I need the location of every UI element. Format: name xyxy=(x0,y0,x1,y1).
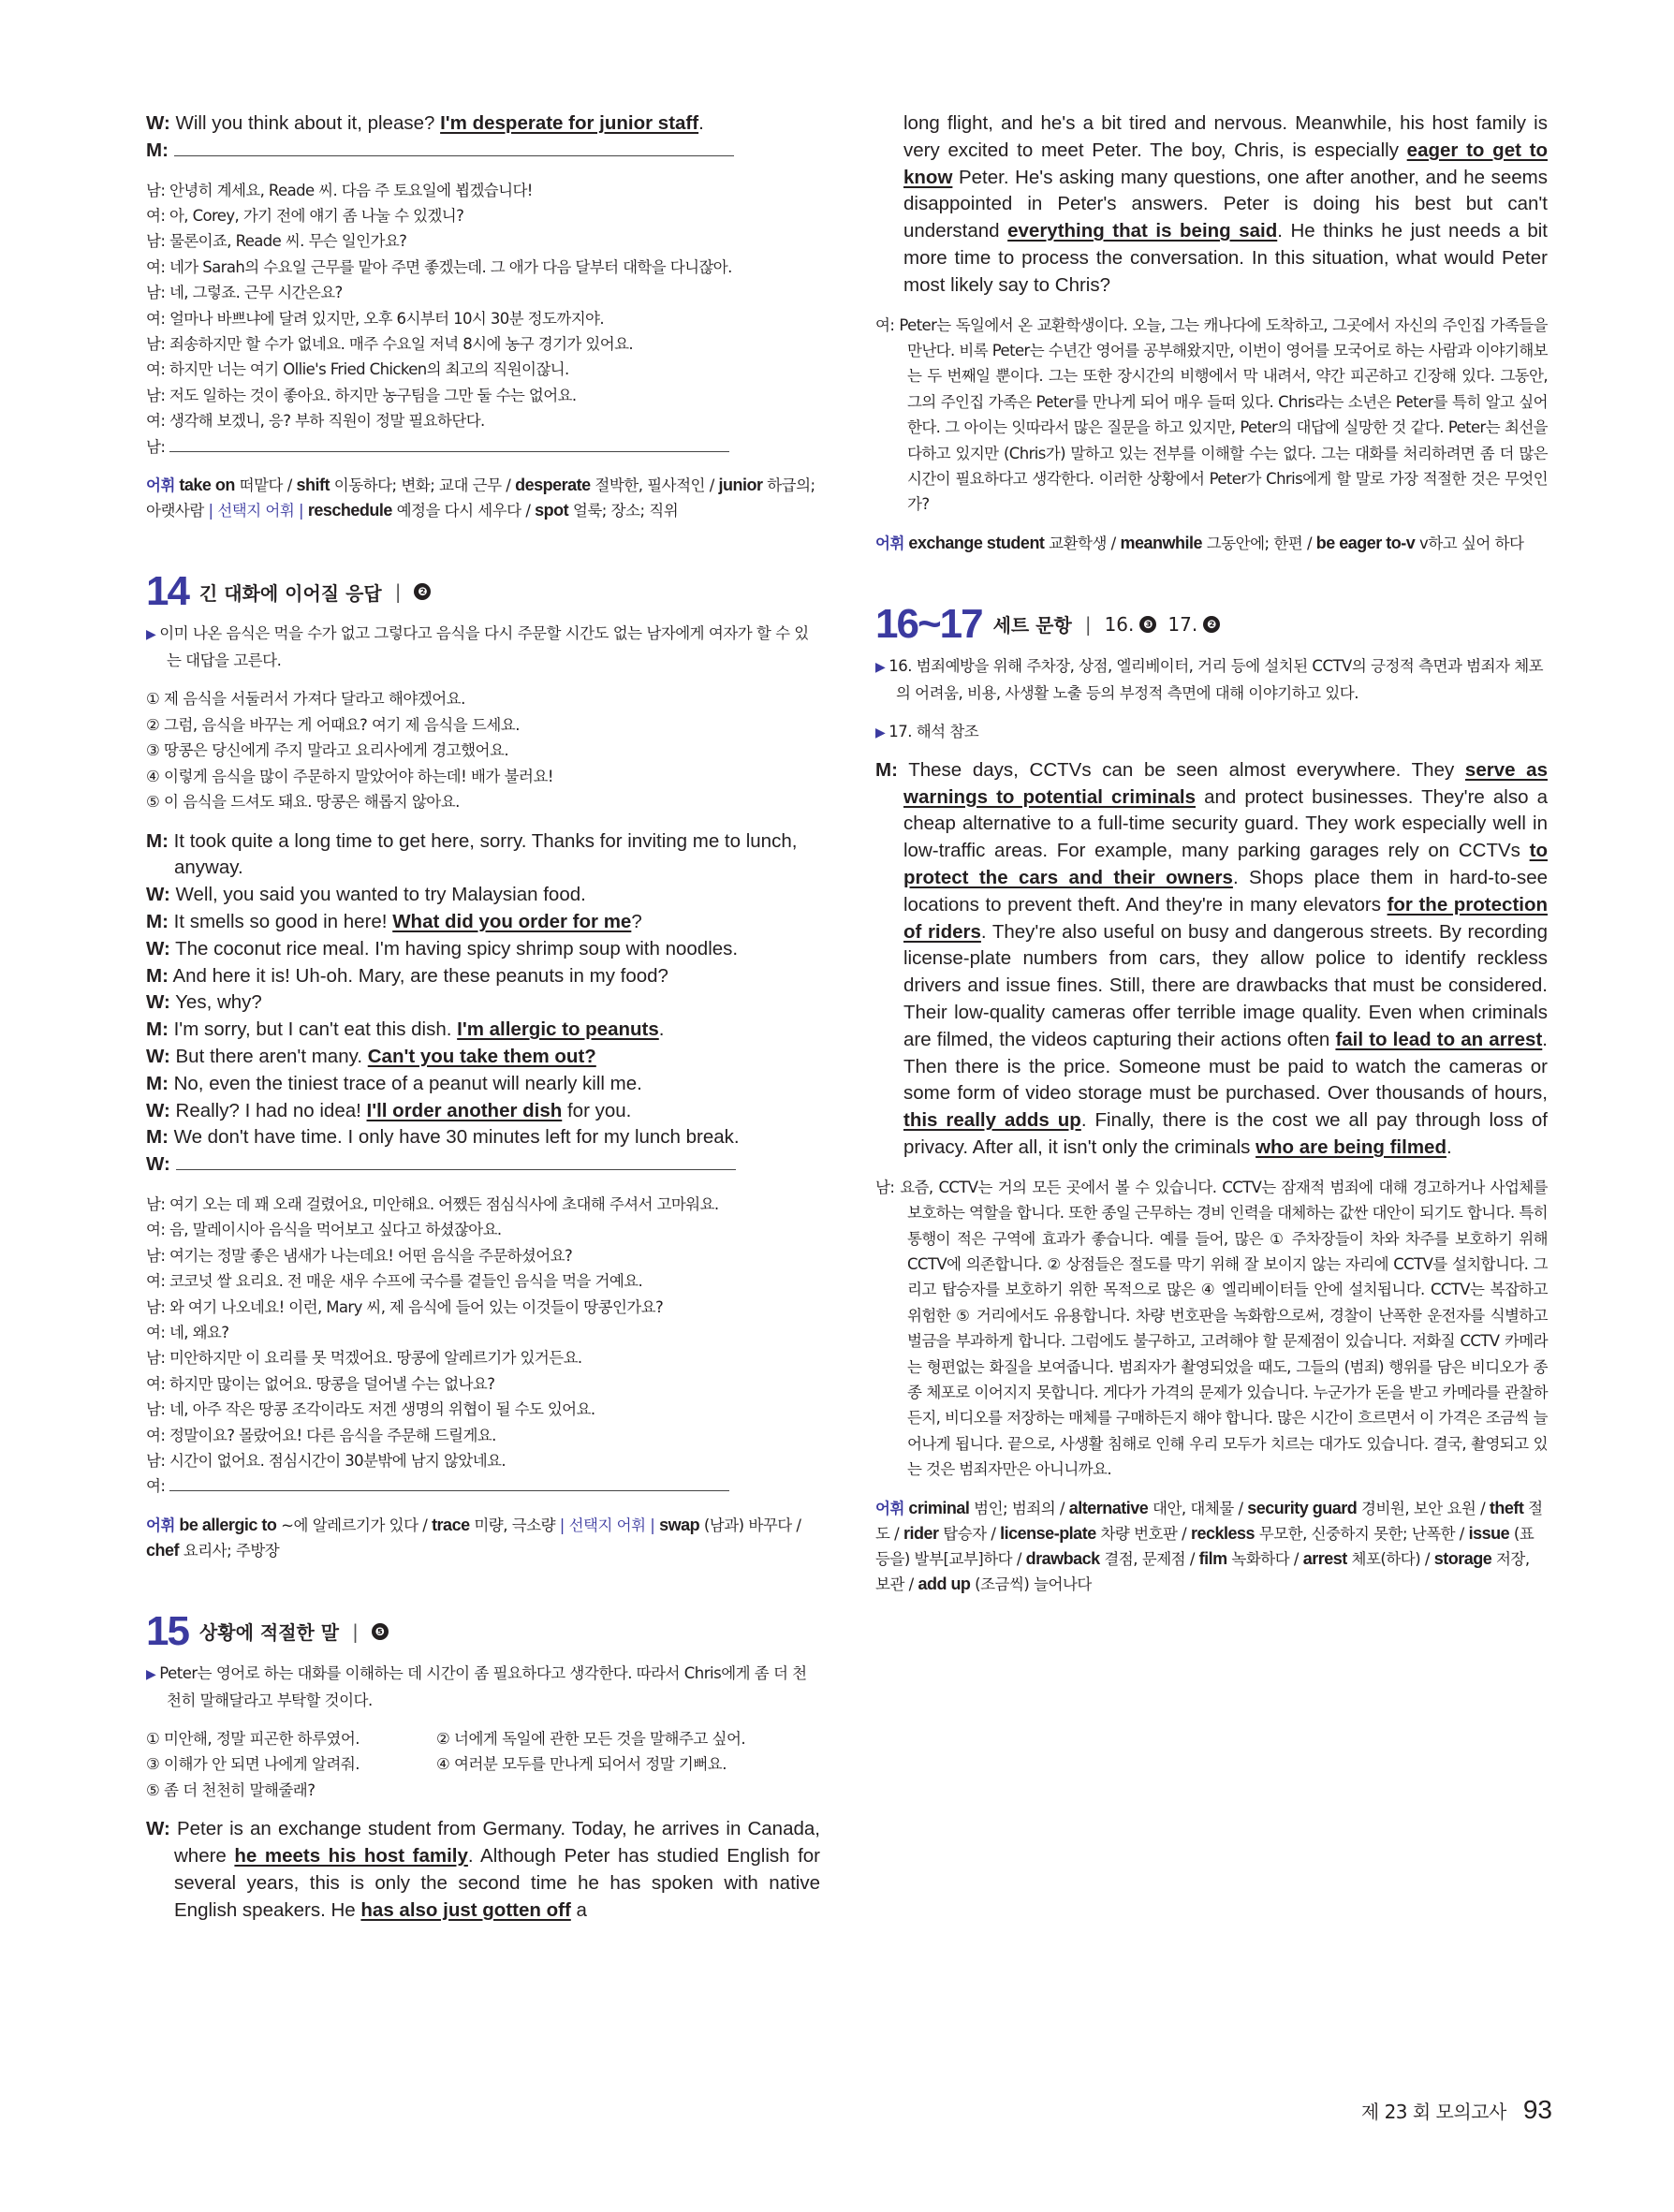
triangle-bullet-icon: ▶ xyxy=(875,725,889,740)
key-phrase: this really adds up xyxy=(903,1109,1081,1132)
vocabulary-tag: 어휘 xyxy=(875,534,904,552)
vocab-term: meanwhile xyxy=(1120,533,1203,552)
q13-korean-translation xyxy=(146,178,820,460)
dialogue-line xyxy=(146,882,820,909)
text-segment: I'm sorry, but I can't eat this dish. xyxy=(168,1018,458,1041)
korean-line: 여: 아, Corey, 가기 전에 얘기 좀 나눌 수 있겠니? xyxy=(146,207,464,225)
q14-point-text: 이미 나온 음식은 먹을 수가 없고 그렇다고 음식을 다시 주문할 시간도 없는 남자에게 여자가 할 수 있는 대답을 고른다. xyxy=(159,624,809,670)
korean-line: 남: 여기는 정말 좋은 냄새가 나는데요! 어떤 음식을 주문하셨어요? xyxy=(146,1246,573,1265)
vocabulary-tag: 어휘 xyxy=(875,1499,904,1517)
answer-blank xyxy=(176,1152,736,1170)
text-segment: Really? I had no idea! xyxy=(169,1099,367,1121)
vocab-term: film xyxy=(1198,1548,1227,1568)
dialogue-line xyxy=(146,936,820,963)
vocab-term: security guard xyxy=(1247,1498,1358,1517)
dialogue-line xyxy=(146,110,820,138)
q16-17-korean-translation: 남: 요즘, CCTV는 거의 모든 곳에서 볼 수 있습니다. CCTV는 잠재적 범죄에 대해 경고하거나 사업체를 보호하는 역할을 합니다. 또한 종일 근무하는 경비 인력을 대체하는 값싼 대안이 되기도 합니다. 특히 통행이 적은 구역에 효과가 좋습니다. 예를 들어, 많은 ① 주차장들이 차와 차주를 보호하기 위해 CCTV에 의존합니다. ② 상점들은 절도를 막기 위해 잘 보이지 않는 자리에 CCTV를 설치합니다. 그리고 탑승자를 보호하기 위한 목적으로 많은 ④ 엘리베이터들 안에 설치됩니다. CCTV는 복잡하고 위험한 ⑤ 거리에서도 유용합니다. 차량 번호판을 녹화함으로써, 경찰이 난폭한 운전자를 식별하고 벌금을 부과하게 합니다. 그럼에도 불구하고, 고려해야 할 문제점이 있습니다. 저화질 CCTV 카메라는 형편없는 화질을 보여줍니다. 범죄자가 촬영되었을 때도, 그들의 (범죄) 행위를 담은 비디오가 종종 체포로 이어지지 못합니다. 게다가 가격의 문제가 있습니다. 누군가가 돈을 받고 카메라를 관찰하든지, 비디오를 저장하는 매체를 구매하든지 해야 합니다. 많은 시간이 흐르면서 이 가격은 조금씩 늘어나게 됩니다. 끝으로, 사생활 침해로 인해 우리 모두가 치르는 대가도 있습니다. 결국, 촬영되고 있는 것은 범죄자만은 아니니까요. xyxy=(875,1178,1548,1479)
text-segment: Well, you said you wanted to try Malaysian food. xyxy=(169,884,586,906)
answer-option: ③ 이해가 안 되면 나에게 알려줘. xyxy=(146,1755,360,1774)
speaker-label: M: xyxy=(146,964,169,987)
q14-dialogue xyxy=(146,828,820,1179)
vocab-meaning: 저장, 보관 / xyxy=(875,1549,1530,1593)
key-phrase: for the protection of riders xyxy=(903,893,1549,943)
q14-header xyxy=(146,568,820,615)
answer-option: ④ 여러분 모두를 만나게 되어서 정말 기뻐요. xyxy=(436,1755,727,1774)
vocab-term: junior xyxy=(718,476,763,495)
divider: | xyxy=(352,1619,359,1643)
korean-line: 남: 죄송하지만 할 수가 없네요. 매주 수요일 저녁 8시에 농구 경기가 있어요. xyxy=(146,335,634,354)
vocab-meaning: 결점, 문제점 / xyxy=(1099,1549,1199,1568)
text-segment: The coconut rice meal. I'm having spicy shrimp soup with noodles. xyxy=(169,937,739,960)
q16-point xyxy=(875,653,1548,706)
text-segment: . Then there is the price. Someone must be paid to watch the cameras or some form of video storage must be purchased. Over thousands of hours, xyxy=(903,1028,1548,1105)
dialogue-line xyxy=(146,1044,820,1071)
answer-option: ⑤ 좀 더 천천히 말해줄래? xyxy=(146,1780,316,1799)
key-phrase: who are being filmed xyxy=(1256,1135,1446,1158)
q15-title: 상황에 적절한 말 xyxy=(198,1621,340,1645)
text-segment: These days, CCTVs can be seen almost everywhere. They xyxy=(897,758,1465,781)
divider: | xyxy=(394,580,402,604)
answer-blank xyxy=(174,139,734,156)
q14-title: 긴 대화에 이어질 응답 xyxy=(198,581,382,605)
vocab-term: reschedule xyxy=(307,501,392,520)
speaker-label: W: xyxy=(146,1818,170,1840)
q16-17-vocabulary xyxy=(875,1496,1548,1597)
text-segment: Peter. He's asking many questions, one after another, and he seems disappointed in Peter's answers. Peter is doing his best but can't understand xyxy=(903,166,1548,242)
vocab-term: rider xyxy=(903,1523,939,1543)
vocab-meaning: 절도 / xyxy=(875,1499,1543,1543)
q16-point-text: 16. 범죄예방을 위해 주차장, 상점, 엘리베이터, 거리 등에 설치된 CCTV의 긍정적 측면과 범죄자 체포의 어려움, 비용, 사생활 노출 등의 부정적 측면에 대해 이야기하고 있다. xyxy=(888,656,1544,702)
text-segment: Will you think about it, please? xyxy=(169,112,441,134)
q16-answer-badge: ❸ xyxy=(1139,616,1156,633)
answer-option: ① 제 음식을 서둘러서 가져다 달라고 해야겠어요. xyxy=(146,690,465,709)
speaker-label: M: xyxy=(146,139,169,161)
vocab-meaning: 예정을 다시 세우다 / xyxy=(391,502,536,520)
divider: | xyxy=(1084,612,1092,636)
q15-point xyxy=(146,1661,820,1713)
vocabulary-tag: 어휘 xyxy=(146,476,175,495)
text-segment: for you. xyxy=(562,1099,632,1121)
text-segment: . xyxy=(698,112,704,134)
korean-line: 여: 네가 Sarah의 수요일 근무를 맡아 주면 좋겠는데. 그 애가 다음 달부터 대학을 다니잖아. xyxy=(146,257,732,276)
dialogue-line xyxy=(146,1017,820,1044)
vocab-meaning: 탑승자 / xyxy=(938,1524,1001,1543)
vocab-term: shift xyxy=(296,476,330,495)
vocab-meaning: 대안, 대체물 / xyxy=(1148,1499,1248,1517)
q16-label: 16. xyxy=(1104,612,1135,636)
q14-number: 14 xyxy=(146,568,188,615)
speaker-label: W: xyxy=(146,884,170,906)
speaker-label: M: xyxy=(146,910,169,932)
vocab-term: spot xyxy=(535,501,569,520)
answer-blank xyxy=(169,434,729,452)
vocab-term: be eager to-v xyxy=(1315,533,1416,552)
korean-line: 남: 여기 오는 데 꽤 오래 걸렸어요, 미안해요. 어쨌든 점심식사에 초대해 주셔서 고마워요. xyxy=(146,1194,719,1213)
q17-answer-badge: ❷ xyxy=(1203,616,1220,633)
vocab-term: be allergic to xyxy=(174,1515,277,1534)
vocab-term: drawback xyxy=(1025,1548,1100,1568)
q15-answer-badge: ❺ xyxy=(372,1623,389,1640)
speaker-label: M: xyxy=(146,1126,169,1149)
text-segment: We don't have time. I only have 30 minutes left for my lunch break. xyxy=(168,1126,740,1149)
vocab-meaning: 요리사; 주방장 xyxy=(179,1541,280,1560)
dialogue-line xyxy=(146,138,820,165)
speaker-label: M: xyxy=(146,1018,169,1041)
vocab-meaning: 하급의; 아랫사람 xyxy=(146,476,815,520)
dialogue-line xyxy=(146,963,820,990)
q17-point xyxy=(875,719,1548,746)
speaker-label: W: xyxy=(146,1099,170,1121)
key-phrase: has also just gotten off xyxy=(360,1898,571,1921)
q17-point-text: 17. 해석 참조 xyxy=(888,722,979,740)
key-phrase: I'm desperate for junior staff xyxy=(440,112,699,134)
korean-line: 여: 정말이요? 몰랐어요! 다른 음식을 주문해 드릴게요. xyxy=(146,1426,496,1444)
korean-line: 남: 네, 그렇죠. 근무 시간은요? xyxy=(146,284,343,302)
text-segment: . xyxy=(658,1018,665,1041)
answer-option: ④ 이렇게 음식을 많이 주문하지 말았어야 하는데! 배가 불러요! xyxy=(146,767,554,785)
korean-line: 남: 저도 일하는 것이 좋아요. 하지만 농구팀을 그만 둘 수는 없어요. xyxy=(146,386,577,404)
vocab-term: add up xyxy=(918,1574,971,1593)
key-phrase: fail to lead to an arrest xyxy=(1335,1028,1543,1050)
q13-vocabulary xyxy=(146,473,820,523)
key-phrase: eager to get to know xyxy=(903,139,1548,188)
dialogue-line xyxy=(146,1098,820,1125)
q13-dialogue-tail xyxy=(146,110,820,165)
text-segment: It took quite a long time to get here, sorry. Thanks for inviting me to lunch, anyway. xyxy=(168,829,798,879)
vocab-term: exchange student xyxy=(903,533,1045,552)
key-phrase: he meets his host family xyxy=(234,1845,468,1868)
q15-vocabulary xyxy=(875,531,1548,556)
q14-korean-translation xyxy=(146,1192,820,1500)
q15-monologue xyxy=(146,1816,820,1924)
vocab-meaning: 그동안에; 한편 / xyxy=(1202,534,1316,552)
vocab-meaning: 떠맡다 / xyxy=(234,476,297,495)
text-segment: . Finally, there is the cost we all pay through loss of privacy. After all, it isn't only the criminals xyxy=(903,1109,1549,1158)
vocab-meaning: (표 등을) 발부[교부]하다 / xyxy=(875,1524,1534,1568)
answer-option: ⑤ 이 음식을 드셔도 돼요. 땅콩은 해롭지 않아요. xyxy=(146,793,460,812)
q15-monologue-continued xyxy=(875,110,1548,300)
text-segment: long flight, and he's a bit tired and nervous. Meanwhile, his host family is very excited to meet Peter. The boy, Chris, is especially xyxy=(903,112,1548,161)
speaker-label: W: xyxy=(146,991,170,1014)
vocab-term: reckless xyxy=(1190,1523,1256,1543)
vocab-term: criminal xyxy=(903,1498,970,1517)
text-segment: But there aren't many. xyxy=(169,1045,368,1067)
text-segment: . xyxy=(1446,1135,1452,1158)
triangle-bullet-icon: ▶ xyxy=(146,627,160,643)
vocab-meaning: 범인; 범죄의 / xyxy=(969,1499,1069,1517)
q17-label: 17. xyxy=(1167,612,1198,636)
dialogue-line xyxy=(146,1071,820,1098)
speaker-label: M: xyxy=(146,1072,169,1094)
vocab-term: take on xyxy=(174,476,235,495)
korean-line: 여: 네, 왜요? xyxy=(146,1323,229,1341)
dialogue-line xyxy=(146,1151,820,1179)
answer-option: ② 그럼, 음식을 바꾸는 게 어때요? 여기 제 음식을 드세요. xyxy=(146,715,520,734)
korean-line: 남: 물론이죠, Reade 씨. 무슨 일인가요? xyxy=(146,232,407,251)
text-segment: And here it is! Uh-oh. Mary, are these peanuts in my food? xyxy=(168,964,668,987)
exam-label: 제 23 회 모의고사 xyxy=(1360,2101,1506,2123)
korean-line: 여: 하지만 너는 여기 Ollie's Fried Chicken의 최고의 직원이잖니. xyxy=(146,360,569,379)
key-phrase: serve as warnings to potential criminals xyxy=(903,758,1548,808)
vocab-term: chef xyxy=(146,1540,180,1560)
text-segment: Peter is an exchange student from Germany. Today, he arrives in Canada, where xyxy=(169,1818,820,1868)
korean-line: 여: 얼마나 바쁘냐에 달려 있지만, 오후 6시부터 10시 30분 정도까지야. xyxy=(146,309,605,328)
answer-option: ② 너에게 독일에 관한 모든 것을 말해주고 싶어. xyxy=(436,1729,746,1748)
vocab-term: storage xyxy=(1433,1548,1492,1568)
text-segment: No, even the tiniest trace of a peanut will nearly kill me. xyxy=(168,1072,642,1094)
q16-17-header xyxy=(875,601,1548,648)
vocab-term: swap xyxy=(659,1515,700,1534)
choice-vocab-label: | 선택지 어휘 | xyxy=(208,502,308,520)
triangle-bullet-icon: ▶ xyxy=(875,659,889,675)
key-phrase: What did you order for me xyxy=(392,910,632,932)
text-segment: . He thinks he just needs a bit more time to process the conversation. In this situation, what would Peter most likely say to Chris? xyxy=(903,220,1548,296)
speaker-label: W: xyxy=(146,1045,170,1067)
text-segment: It smells so good in here! xyxy=(168,910,393,932)
vocab-meaning: 무모한, 신중하지 못한; 난폭한 / xyxy=(1255,1524,1469,1543)
korean-line: 남: 안녕히 계세요, Reade 씨. 다음 주 토요일에 뵙겠습니다! xyxy=(146,181,533,199)
answer-blank xyxy=(169,1473,729,1491)
vocab-meaning: v하고 싶어 하다 xyxy=(1415,534,1524,552)
vocab-term: license-plate xyxy=(1000,1523,1096,1543)
vocab-meaning: 교환학생 / xyxy=(1044,534,1121,552)
speaker-label: M: xyxy=(875,758,898,781)
dialogue-line xyxy=(146,828,820,883)
text-segment: . Although Peter has studied English for several years, this is only the second time he has spoken with native English speakers. He xyxy=(174,1845,821,1921)
text-segment: and protect businesses. They're also a cheap alternative to a full-time security guard. They work especially well in low-traffic areas. For example, many parking garages rely on CCTVs xyxy=(903,785,1548,862)
vocab-meaning: 얼룩; 장소; 직위 xyxy=(568,502,679,520)
vocab-meaning: 녹화하다 / xyxy=(1226,1549,1303,1568)
q14-options xyxy=(146,686,820,815)
triangle-bullet-icon: ▶ xyxy=(146,1666,160,1682)
vocab-meaning: 절박한, 필사적인 / xyxy=(590,476,719,495)
vocab-meaning: 차량 번호판 / xyxy=(1095,1524,1191,1543)
dialogue-line xyxy=(146,909,820,936)
korean-line: 남: 미안하지만 이 요리를 못 먹겠어요. 땅콩에 알레르기가 있거든요. xyxy=(146,1349,582,1368)
q14-point xyxy=(146,621,820,673)
q16-17-monologue xyxy=(875,757,1548,1162)
vocab-term: alternative xyxy=(1068,1498,1149,1517)
key-phrase: everything that is being said xyxy=(1007,220,1278,242)
vocabulary-tag: 어휘 xyxy=(146,1516,175,1534)
dialogue-line xyxy=(146,1124,820,1151)
answer-option: ① 미안해, 정말 피곤한 하루였어. xyxy=(146,1729,360,1748)
korean-line: 남: 시간이 없어요. 점심시간이 30분밖에 남지 않았네요. xyxy=(146,1451,507,1470)
vocab-meaning: 체포(하다) / xyxy=(1346,1549,1434,1568)
text-segment: Yes, why? xyxy=(169,991,262,1014)
key-phrase: to protect the cars and their owners xyxy=(903,840,1548,889)
vocab-term: trace xyxy=(432,1515,470,1534)
vocab-term: issue xyxy=(1468,1523,1510,1543)
text-segment: a xyxy=(570,1898,587,1921)
q14-answer-badge: ❷ xyxy=(414,583,431,600)
vocab-term: theft xyxy=(1489,1498,1524,1517)
q15-header xyxy=(146,1608,820,1655)
text-segment: ? xyxy=(631,910,642,932)
korean-line: 여: 코코넛 쌀 요리요. 전 매운 새우 수프에 국수를 곁들인 음식을 먹을 거예요. xyxy=(146,1272,643,1291)
vocab-meaning: 미량, 극소량 xyxy=(469,1516,560,1534)
korean-line: 여: 하지만 많이는 없어요. 땅콩을 덜어낼 수는 없나요? xyxy=(146,1374,495,1393)
speaker-label: W: xyxy=(146,112,170,134)
vocab-meaning: 경비원, 보안 요원 / xyxy=(1357,1499,1490,1517)
q16-17-title: 세트 문항 xyxy=(992,614,1072,637)
vocab-meaning: (조금씩) 늘어나다 xyxy=(970,1575,1092,1593)
speaker-label: W: xyxy=(146,1153,170,1176)
vocab-term: arrest xyxy=(1302,1548,1347,1568)
key-phrase: Can't you take them out? xyxy=(367,1045,596,1067)
q14-vocabulary xyxy=(146,1513,820,1563)
vocab-term: desperate xyxy=(515,476,591,495)
dialogue-line xyxy=(146,989,820,1017)
q15-options xyxy=(146,1726,820,1804)
text-segment: . Shops place them in hard-to-see locations to prevent theft. And they're in many elevators xyxy=(903,867,1549,916)
korean-line: 여: 생각해 보겠니, 응? 부하 직원이 정말 필요하단다. xyxy=(146,412,485,431)
korean-line: 여: 음, 말레이시아 음식을 먹어보고 싶다고 하셨잖아요. xyxy=(146,1221,502,1239)
q15-number: 15 xyxy=(146,1607,188,1654)
korean-line: 남: 네, 아주 작은 땅콩 조각이라도 저겐 생명의 위협이 될 수도 있어요. xyxy=(146,1400,595,1419)
vocab-meaning: ~에 알레르기가 있다 / xyxy=(276,1516,433,1534)
key-phrase: I'll order another dish xyxy=(366,1099,563,1121)
right-column xyxy=(875,110,1548,1597)
vocab-meaning: 이동하다; 변화; 교대 근무 / xyxy=(330,476,516,495)
key-phrase: I'm allergic to peanuts xyxy=(457,1018,659,1041)
korean-line: 여: xyxy=(146,1473,820,1499)
page-footer xyxy=(1361,2095,1552,2125)
speaker-label: W: xyxy=(146,937,170,960)
q15-korean-translation: 여: Peter는 독일에서 온 교환학생이다. 오늘, 그는 캐나다에 도착하고, 그곳에서 자신의 주인집 가족들을 만난다. 비록 Peter는 수년간 영어를 공부해왔지만, 이번이 영어를 모국어로 하는 사람과 이야기해보는 두 번째일 뿐이다. 그는 또한 장시간의 비행에서 막 내려서, 약간 피곤하고 긴장해 있다. 그동안, 그의 주인집 가족은 Peter를 만나게 되어 매우 들떠 있다. Chris라는 소년은 Peter를 특히 알고 싶어 한다. 그 아이는 잇따라서 많은 질문을 하고 있지만, Peter의 대답에 실망한 것 같다. Peter는 최선을 다하고 있지만 (Chris가) 말하고 있는 전부를 이해할 수는 없다. 그는 대화를 처리하려면 좀 더 많은 시간이 필요하다고 생각한다. 이러한 상황에서 Peter가 Chris에게 할 말로 가장 적절한 것은 무엇인가? xyxy=(875,315,1548,514)
choice-vocab-label: | 선택지 어휘 | xyxy=(559,1516,660,1534)
korean-line: 남: xyxy=(146,434,820,460)
text-segment: . They're also useful on busy and dangerous streets. By recording license-plate numbers from cars, they allow police to identify reckless drivers and issue fines. Still, there are drawbacks that must be considered. Their low-quality cameras offer terrible image quality. Even when criminals are filmed, the videos capturing their actions often xyxy=(903,920,1548,1050)
answer-option: ③ 땅콩은 당신에게 주지 말라고 요리사에게 경고했어요. xyxy=(146,741,509,760)
speaker-label: M: xyxy=(146,829,169,852)
vocab-meaning: (남과) 바꾸다 / xyxy=(699,1516,801,1534)
q15-point-text: Peter는 영어로 하는 대화를 이해하는 데 시간이 좀 필요하다고 생각한다. 따라서 Chris에게 좀 더 천천히 말해달라고 부탁할 것이다. xyxy=(159,1663,807,1709)
page-number: 93 xyxy=(1522,2095,1552,2124)
korean-line: 남: 와 여기 나오네요! 이런, Mary 씨, 제 음식에 들어 있는 이것들이 땅콩인가요? xyxy=(146,1297,664,1316)
left-column xyxy=(146,110,820,1924)
q16-17-number: 16~17 xyxy=(875,600,982,647)
